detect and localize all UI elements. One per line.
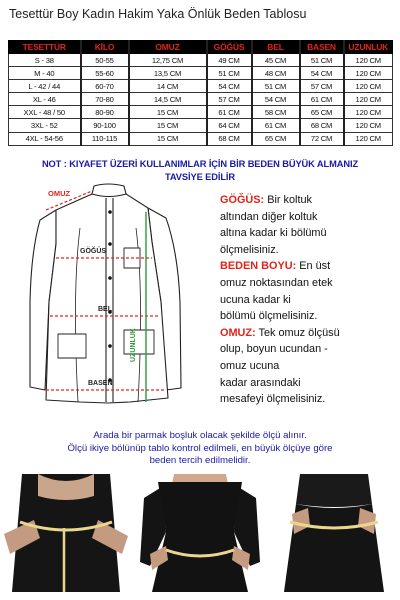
table-cell: 61 CM — [207, 106, 252, 119]
header-gogus: GÖĞÜS — [207, 41, 252, 54]
table-cell: 68 CM — [207, 132, 252, 145]
length-instruction-line: omuz noktasından etek — [220, 276, 333, 289]
table-cell: 48 CM — [252, 67, 300, 80]
oversize-note — [0, 158, 400, 184]
table-header-row — [9, 41, 393, 54]
table-row — [9, 132, 393, 145]
table-cell: 13,5 CM — [129, 67, 207, 80]
table-cell: 45 CM — [252, 54, 300, 67]
table-cell: M - 40 — [9, 67, 81, 80]
tip-line-3: beden tercih edilmelidir. — [149, 455, 251, 467]
table-cell: 57 CM — [207, 93, 252, 106]
table-cell: 4XL - 54-56 — [9, 132, 81, 145]
shoulder-instruction-line: kadar arasındaki — [220, 376, 301, 389]
shoulder-instruction-line: olup, boyun ucundan - — [220, 343, 328, 356]
table-cell: 12,75 CM — [129, 54, 207, 67]
table-cell: 54 CM — [207, 80, 252, 93]
chest-instruction-line: altına kadar ki bölümü — [220, 227, 327, 240]
table-cell: 120 CM — [344, 67, 393, 80]
chest-instruction-line: ölçmelisiniz. — [220, 243, 279, 256]
waist-label: BEL — [98, 306, 112, 313]
chest-instruction — [220, 192, 396, 258]
chest-label: GÖĞÜS — [80, 248, 107, 255]
shoulder-instruction-line: mesafeyi ölçmelisiniz. — [220, 393, 326, 406]
tip-line-2: Ölçü ikiye bölünüp tablo kontrol edilmeli, en büyük ölçüye göre — [67, 442, 333, 454]
table-cell: 61 CM — [300, 93, 344, 106]
shoulder-instruction-key: OMUZ: — [220, 326, 256, 339]
waist-measure-photo — [138, 474, 262, 592]
header-basen: BASEN — [300, 41, 344, 54]
table-cell: 3XL - 52 — [9, 119, 81, 132]
measuring-tip — [0, 430, 400, 468]
measurement-instructions — [220, 192, 396, 408]
length-instruction-line: ucuna kadar ki — [220, 293, 291, 306]
table-cell: L - 42 / 44 — [9, 80, 81, 93]
length-instruction-key: BEDEN BOYU: — [220, 260, 297, 273]
hip-label: BASEN — [88, 380, 113, 387]
table-cell: 80-90 — [81, 106, 129, 119]
table-row — [9, 54, 393, 67]
length-label: UZUNLUK — [130, 328, 137, 362]
table-cell: 120 CM — [344, 106, 393, 119]
table-cell: 50-55 — [81, 54, 129, 67]
table-cell: 120 CM — [344, 119, 393, 132]
table-cell: 49 CM — [207, 54, 252, 67]
page-title: Tesettür Boy Kadın Hakim Yaka Önlük Beden Tablosu — [9, 7, 307, 21]
table-cell: 15 CM — [129, 132, 207, 145]
shoulder-instruction-line: Tek omuz ölçüsü — [255, 326, 340, 339]
table-cell: 120 CM — [344, 93, 393, 106]
table-cell: 120 CM — [344, 54, 393, 67]
header-tesettur: TESETTÜR — [9, 41, 81, 54]
chest-instruction-key: GÖĞÜS: — [220, 194, 265, 206]
table-row — [9, 80, 393, 93]
hip-measure-illustration — [272, 474, 396, 592]
table-row — [9, 106, 393, 119]
shoulder-instruction — [220, 325, 396, 408]
table-cell: 65 CM — [252, 132, 300, 145]
table-cell: XL - 46 — [9, 93, 81, 106]
table-cell: 14 CM — [129, 80, 207, 93]
table-cell: 51 CM — [252, 80, 300, 93]
garment-outline — [30, 184, 181, 403]
table-cell: 68 CM — [300, 119, 344, 132]
chest-instruction-line: altından diğer koltuk — [220, 210, 318, 223]
table-cell: 15 CM — [129, 106, 207, 119]
table-cell: 54 CM — [300, 67, 344, 80]
table-cell: 90-100 — [81, 119, 129, 132]
hip-measure-photo — [272, 474, 396, 592]
size-table — [8, 40, 393, 146]
table-cell: 65 CM — [300, 106, 344, 119]
header-bel: BEL — [252, 41, 300, 54]
header-kilo: KİLO — [81, 41, 129, 54]
table-row — [9, 93, 393, 106]
garment-diagram — [18, 182, 204, 418]
waist-measure-illustration — [138, 474, 262, 592]
table-cell: 72 CM — [300, 132, 344, 145]
table-cell: 55-60 — [81, 67, 129, 80]
note-line-2: TAVSİYE EDİLİR — [164, 172, 236, 182]
chest-measure-illustration — [4, 474, 128, 592]
length-instruction — [220, 258, 396, 324]
table-cell: 51 CM — [300, 54, 344, 67]
length-instruction-line: bölümü ölçmelisiniz. — [220, 310, 318, 323]
tip-line-1: Arada bir parmak boşluk olacak şekilde ölçü alınır. — [93, 430, 307, 441]
table-row — [9, 67, 393, 80]
note-line-1: NOT : KIYAFET ÜZERİ KULLANIMLAR İÇİN BİR BEDEN BÜYÜK ALMANIZ — [41, 159, 359, 169]
table-row — [9, 119, 393, 132]
table-cell: 61 CM — [252, 119, 300, 132]
header-uzunluk: UZUNLUK — [344, 41, 393, 54]
length-instruction-line: En üst — [296, 260, 331, 273]
table-cell: 64 CM — [207, 119, 252, 132]
shoulder-instruction-line: omuz ucuna — [220, 359, 280, 372]
chest-instruction-line: Bir koltuk — [264, 194, 312, 206]
table-cell: 120 CM — [344, 80, 393, 93]
table-cell: 14,5 CM — [129, 93, 207, 106]
header-omuz: OMUZ — [129, 41, 207, 54]
table-cell: 57 CM — [300, 80, 344, 93]
table-cell: 58 CM — [252, 106, 300, 119]
measurement-photos — [4, 474, 396, 592]
table-cell: 110-115 — [81, 132, 129, 145]
table-cell: S - 38 — [9, 54, 81, 67]
table-cell: XXL - 48 / 50 — [9, 106, 81, 119]
table-cell: 54 CM — [252, 93, 300, 106]
chest-measure-photo — [4, 474, 128, 592]
table-cell: 15 CM — [129, 119, 207, 132]
table-cell: 120 CM — [344, 132, 393, 145]
table-cell: 60-70 — [81, 80, 129, 93]
table-cell: 70-80 — [81, 93, 129, 106]
shoulder-label: OMUZ — [48, 189, 71, 198]
table-cell: 51 CM — [207, 67, 252, 80]
